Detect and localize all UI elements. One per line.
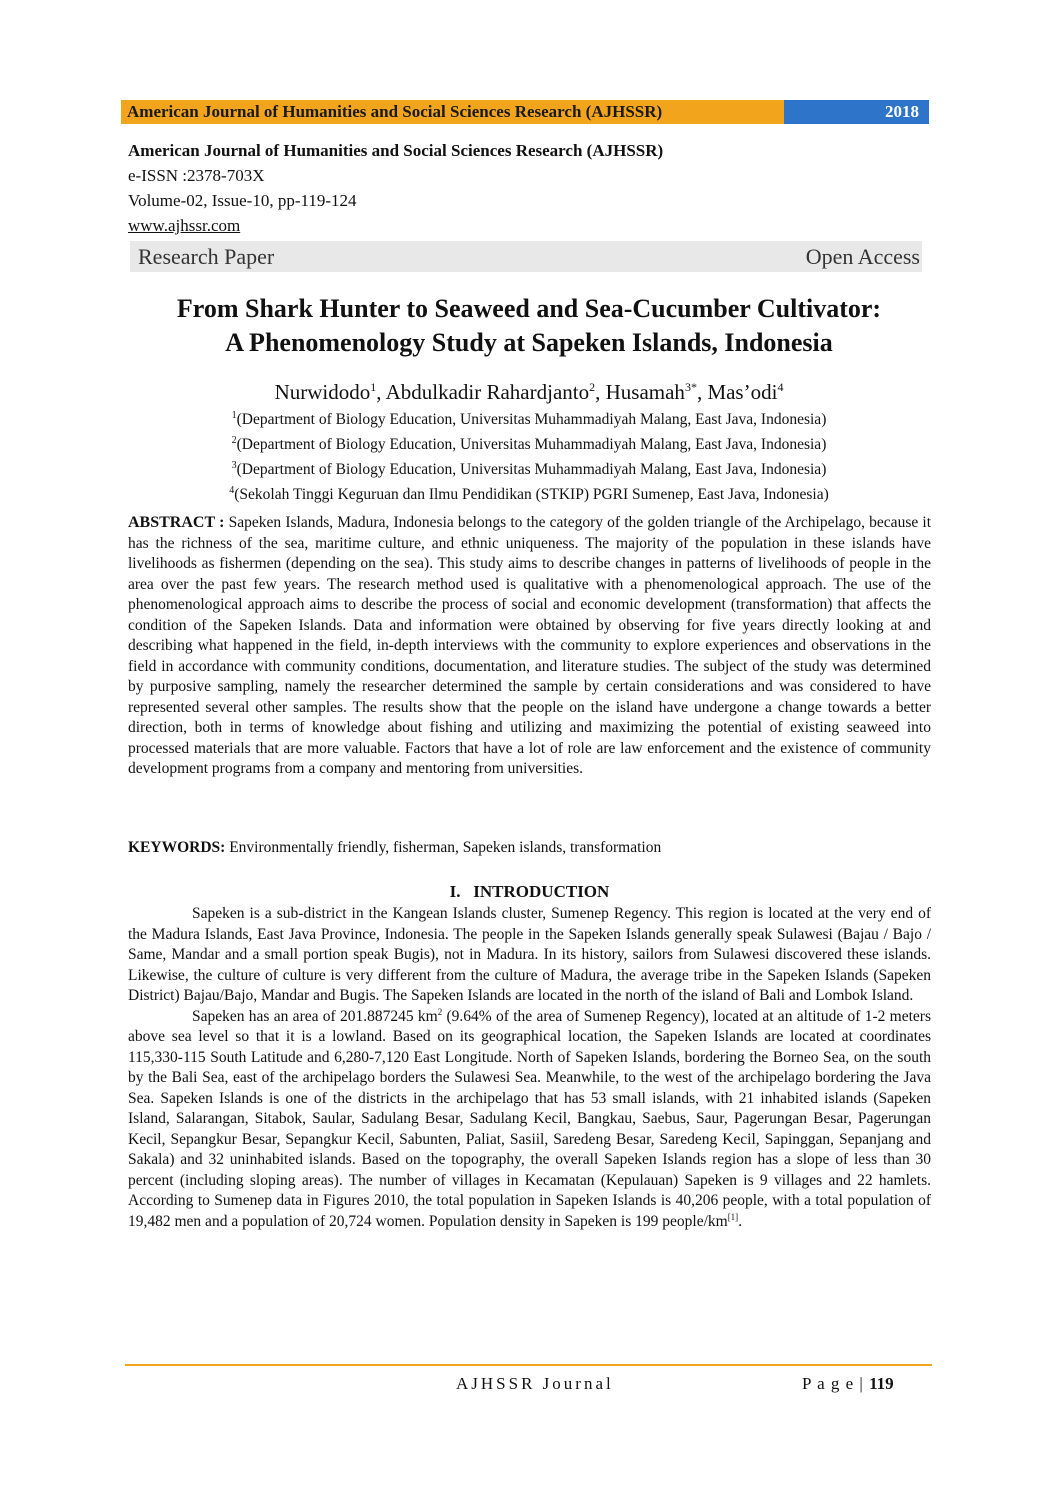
affiliation: $^4$(Sekolah Tinggi Keguruan dan Ilmu Pendidikan (STKIP) PGRI Sumenep, East Java, Indonesia) xyxy=(229,485,829,504)
journal-name: American Journal of Humanities and Social Sciences Research (AJHSSR) xyxy=(128,141,664,160)
author: Mas’odi$^4$ xyxy=(707,380,784,404)
paragraph: Sapeken is a sub-district in the Kangean Islands cluster, Sumenep Regency. This region is located at the very end of the Madura Islands, East Java Province, Indonesia. The people in the Sapeken Islands generally speak Sulawesi (Bajau / Bajo / Same, Mandar and a small portion speak Bugis), not in Madura. In its history, sailors from Sulawesi discovered these islands. Likewise, the culture of culture is very different from the culture of Madura, the average tribe in the Sapeken Islands (Sapeken District) Bajau/Bajo, Mandar and Bugis. The Sapeken Islands are located in the north of the island of Bali and Lombok Island. xyxy=(128,905,931,1004)
citation-ref: [1] xyxy=(727,1211,739,1222)
section-heading-introduction: I. INTRODUCTION xyxy=(449,882,610,901)
page-number: 119 xyxy=(869,1374,894,1393)
running-header-year: 2018 xyxy=(784,100,929,124)
footer-journal: AJHSSR Journal xyxy=(456,1374,614,1393)
keywords-text: Environmentally friendly, fisherman, Sapeken islands, transformation xyxy=(229,839,662,856)
running-header-journal: American Journal of Humanities and Social Sciences Research (AJHSSR) xyxy=(121,100,784,124)
paper-type-label: Research Paper xyxy=(138,243,275,269)
affiliation: $^2$(Department of Biology Education, Universitas Muhammadiyah Malang, East Java, Indonesia) xyxy=(231,435,827,454)
running-header xyxy=(121,100,929,124)
author-list xyxy=(100,373,958,406)
journal-meta xyxy=(128,138,663,238)
author: Husamah$^{3*}$, xyxy=(605,380,708,404)
title-line-1: From Shark Hunter to Seaweed and Sea-Cucumber Cultivator: xyxy=(176,294,882,323)
introduction-body xyxy=(128,904,931,1232)
keywords-label: KEYWORDS: xyxy=(128,839,226,856)
footer-page: P a g e | 119 xyxy=(802,1374,894,1393)
volume-info: Volume-02, Issue-10, pp-119-124 xyxy=(128,191,357,210)
journal-website-link[interactable]: www.ajhssr.com xyxy=(128,216,241,235)
issn: e-ISSN :2378-703X xyxy=(128,166,265,185)
affiliation-list xyxy=(100,405,958,506)
footer-rule xyxy=(125,1364,932,1366)
abstract-label: ABSTRACT : xyxy=(128,514,225,531)
affiliation: $^1$(Department of Biology Education, Universitas Muhammadiyah Malang, East Java, Indonesia) xyxy=(231,410,827,429)
author: Abdulkadir Rahardjanto$^2$, xyxy=(385,380,606,404)
paragraph: Sapeken has an area of 201.887245 $km^2$ (9.64% of the area of Sumenep Regency), located at an altitude of 1-2 meters above sea level so that it is a lowland. Based on its geographical location, the Sapeken Islands are located at coordinates 115,330-115 South Latitude and 6,280-7,120 East Longitude. North of Sapeken Islands, bordering the Borneo Sea, on the south by the Bali Sea, east of the archipelago borders the Sulawesi Sea. Meanwhile, to the west of the archipelago bordering the Java Sea. Sapeken Islands is one of the districts in the archipelago that has 53 small islands, with 21 inhabited islands (Sapeken Island, Salarangan, Sitabok, Saular, Sadulang Besar, Sadulang Kecil, Bangkau, Saebus, Saur, Pagerungan Besar, Pagerungan Kecil, Sepangkur Besar, Sepangkur Kecil, Sabunten, Paliat, Sasiil, Saredeng Besar, Saredeng Kecil, Sapinggan, Sepanjang and Sakala) and 32 uninhabited islands. Based on the topography, the overall Sapeken Islands region has a slope of less than 30 percent (including sloping areas). The number of villages in Kecamatan (Kepulauan) Sapeken is 9 villages and 22 hamlets. According to Sumenep data in Figures 2010, the total population in Sapeken Islands is 40,206 people, with a total population of 19,482 men and a population of 20,724 women. Population density in Sapeken is 199 people/km[1]. xyxy=(128,1006,931,1230)
affiliation: $^3$(Department of Biology Education, Universitas Muhammadiyah Malang, East Java, Indonesia) xyxy=(231,460,827,479)
paper-title xyxy=(100,292,958,360)
title-line-2: A Phenomenology Study at Sapeken Islands, Indonesia xyxy=(225,328,833,357)
keywords xyxy=(128,838,931,859)
abstract xyxy=(128,513,931,780)
abstract-text: Sapeken Islands, Madura, Indonesia belongs to the category of the golden triangle of the Archipelago, because it has the richness of the sea, maritime culture, and ethnic uniqueness. The majority of the population in these islands have livelihoods as fishermen (depending on the sea). This study aims to describe changes in patterns of livelihoods of people in the area over the past few years. The research method used is qualitative with a phenomenological approach. The use of the phenomenological approach aims to describe the process of social and economic development (transformation) that affects the condition of the Sapeken Islands. Data and information were obtained by observing for five years directly looking at and describing what happened in the field, in-depth interviews with the community to explore experiences and observations in the field in accordance with community conditions, documentation, and literature studies. The subject of the study was determined by purposive sampling, namely the researcher determined the sample by certain considerations and was considered to have represented several other samples. The results show that the people on the island have undergone a change towards a better direction, both in terms of knowledge about fishing and utilizing and maximizing the potential of existing seaweed into processed materials that are more valuable. Factors that have a lot of role are law enforcement and the existence of community development programs from a company and mentoring from universities. xyxy=(128,514,932,777)
author: Nurwidodo$^1$, xyxy=(274,380,386,404)
paper-type-bar xyxy=(130,241,922,272)
access-label: Open Access xyxy=(805,243,920,269)
